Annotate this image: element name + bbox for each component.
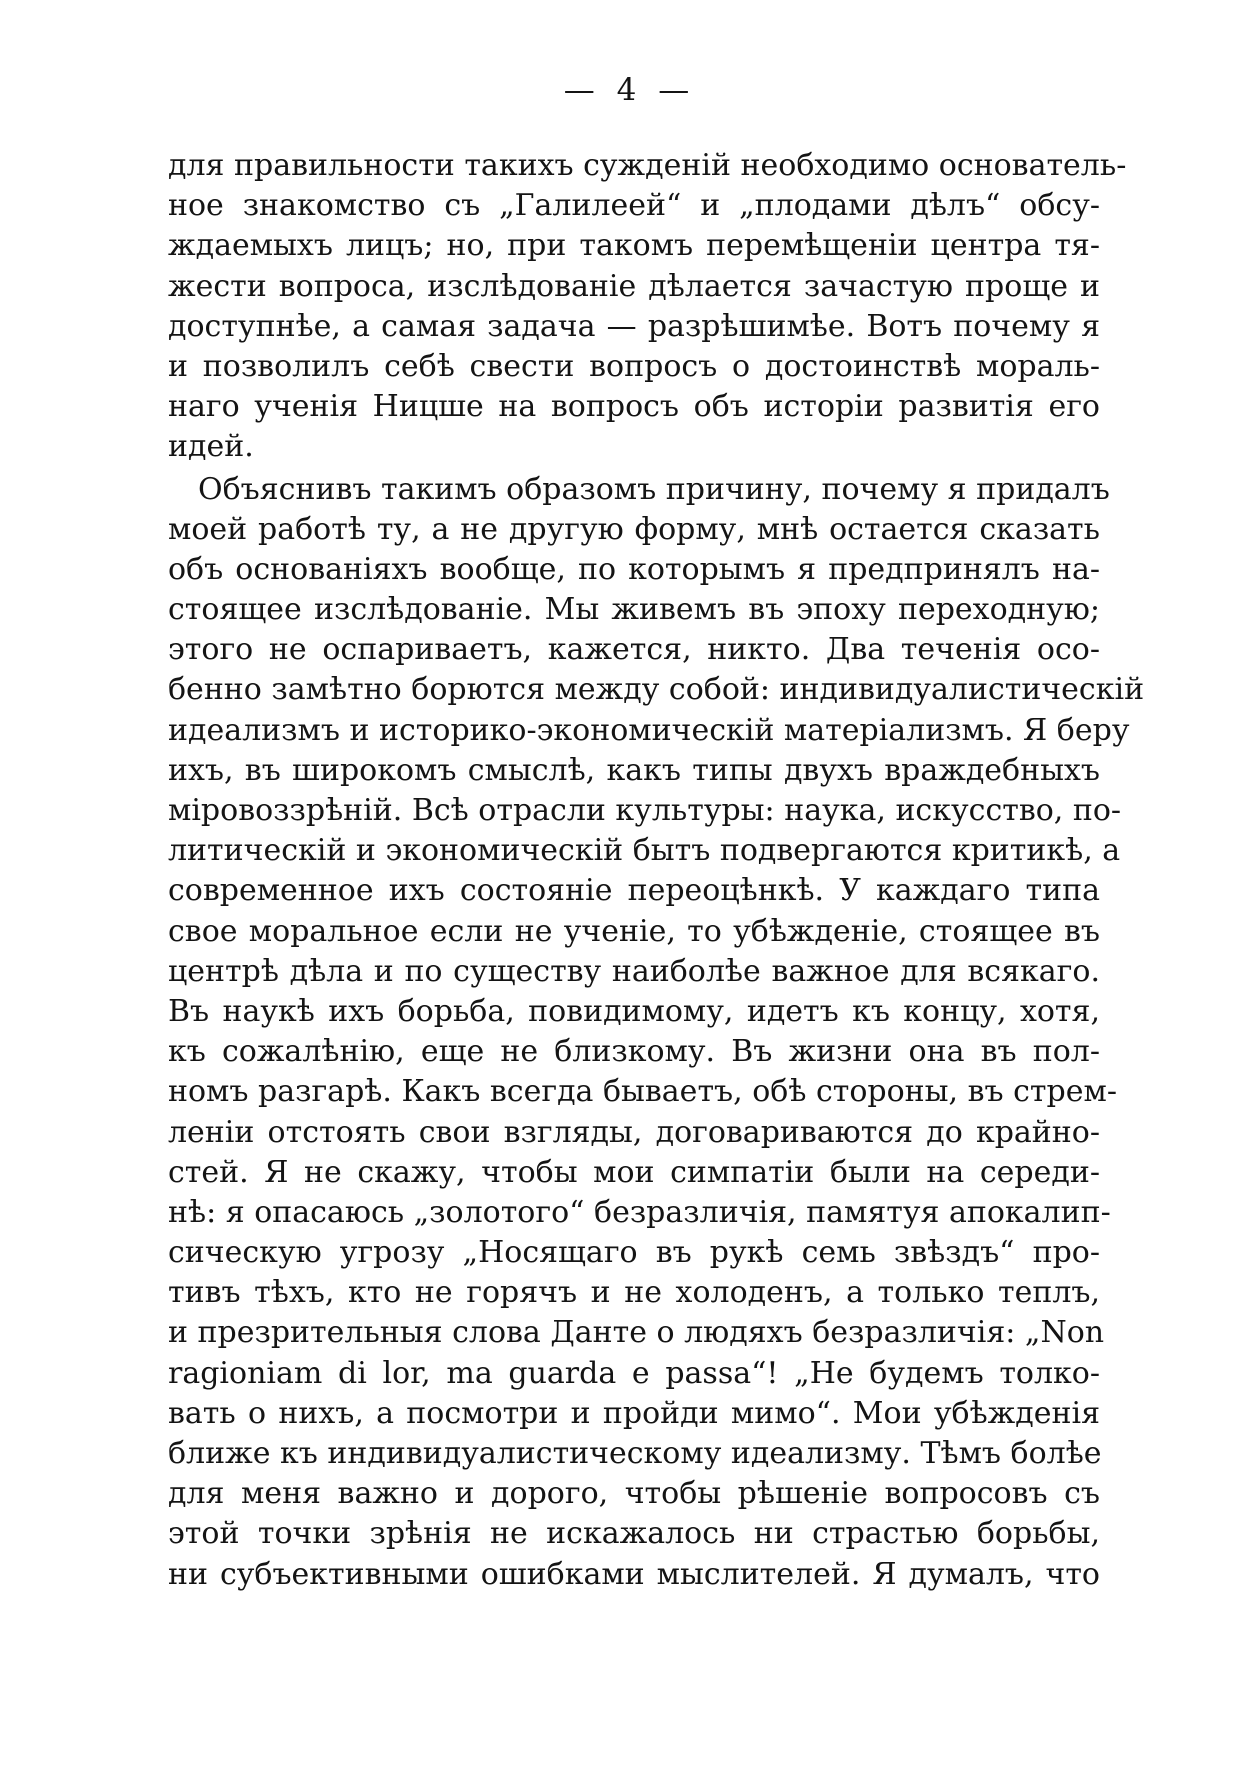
- text-line: вать о нихъ, а посмотри и пройди мимо“. Мои убѣжденія: [168, 1395, 1100, 1431]
- text-line: этой точки зрѣнія не искажалось ни страстью борьбы,: [168, 1516, 1100, 1552]
- text-line: и позволилъ себѣ свести вопросъ о достоинствѣ мораль-: [168, 348, 1100, 384]
- text-line: наго ученія Ницше на вопросъ объ исторіи развитія его: [168, 389, 1100, 425]
- text-line: Объяснивъ такимъ образомъ причину, почему я придалъ: [198, 471, 1110, 507]
- text-line: литическій и экономическій бытъ подвергаются критикѣ, а: [168, 833, 1121, 869]
- text-line: жести вопроса, изслѣдованіе дѣлается зачастую проще и: [168, 268, 1100, 304]
- text-line: тивъ тѣхъ, кто не горячъ и не холоденъ, а только теплъ,: [168, 1275, 1100, 1311]
- text-line: стоящее изслѣдованіе. Мы живемъ въ эпоху переходную;: [168, 592, 1100, 628]
- text-line: ное знакомство съ „Галилеей“ и „плодами дѣлъ“ обсу-: [168, 188, 1100, 224]
- text-line: идей.: [168, 429, 254, 465]
- text-line: къ сожалѣнію, еще не близкому. Въ жизни она въ пол-: [168, 1034, 1100, 1070]
- paragraph: [168, 470, 1145, 1595]
- text-line: міровоззрѣній. Всѣ отрасли культуры: наука, искусство, по-: [168, 793, 1122, 828]
- text-line: этого не оспариваетъ, кажется, никто. Два теченія осо-: [168, 632, 1100, 668]
- text-line: леніи отстоять свои взгляды, договариваются до крайно-: [168, 1114, 1100, 1150]
- text-line: нѣ: я опасаюсь „золотого“ безразличія, памятуя апокалип-: [168, 1194, 1111, 1230]
- text-line: доступнѣе, а самая задача — разрѣшимѣе. Вотъ почему я: [168, 308, 1100, 344]
- text-line: ragioniam di lor, ma guarda e passa“! „Не будемъ толко-: [168, 1355, 1100, 1391]
- text-line: стей. Я не скажу, чтобы мои симпатіи были на середи-: [168, 1154, 1100, 1190]
- page-number: — 4 —: [563, 72, 696, 108]
- text-line: идеализмъ и историко-экономическій матеріализмъ. Я беру: [168, 712, 1130, 748]
- text-line: ихъ, въ широкомъ смыслѣ, какъ типы двухъ враждебныхъ: [168, 752, 1100, 788]
- text-line: для меня важно и дорого, чтобы рѣшеніе вопросовъ съ: [168, 1476, 1100, 1512]
- text-line: для правильности такихъ сужденій необходимо основатель-: [168, 148, 1127, 183]
- text-line: современное ихъ состояніе переоцѣнкѣ. У каждаго типа: [168, 873, 1100, 909]
- text-line: Въ наукѣ ихъ борьба, повидимому, идетъ къ концу, хотя,: [168, 993, 1100, 1029]
- text-line: бенно замѣтно борются между собой: индивидуалистическій: [168, 672, 1145, 708]
- text-line: номъ разгарѣ. Какъ всегда бываетъ, обѣ стороны, въ стрем-: [168, 1074, 1117, 1110]
- text-line: ждаемыхъ лицъ; но, при такомъ перемѣщеніи центра тя-: [168, 228, 1100, 264]
- text-line: ни субъективными ошибками мыслителей. Я думалъ, что: [168, 1556, 1100, 1592]
- text-line: и презрительныя слова Данте о людяхъ безразличія: „Non: [168, 1315, 1105, 1351]
- paragraph: [168, 146, 1127, 468]
- text-line: ближе къ индивидуалистическому идеализму. Тѣмъ болѣе: [168, 1436, 1102, 1471]
- body-text: [168, 146, 1145, 1595]
- text-line: моей работѣ ту, а не другую форму, мнѣ остается сказать: [168, 511, 1100, 547]
- text-line: объ основаніяхъ вообще, по которымъ я предпринялъ на-: [168, 551, 1100, 587]
- text-line: свое моральное если не ученіе, то убѣжденіе, стоящее въ: [168, 913, 1100, 949]
- text-line: центрѣ дѣла и по существу наиболѣе важное для всякаго.: [168, 953, 1100, 989]
- text-line: сическую угрозу „Носящаго въ рукѣ семь звѣздъ“ про-: [168, 1235, 1100, 1271]
